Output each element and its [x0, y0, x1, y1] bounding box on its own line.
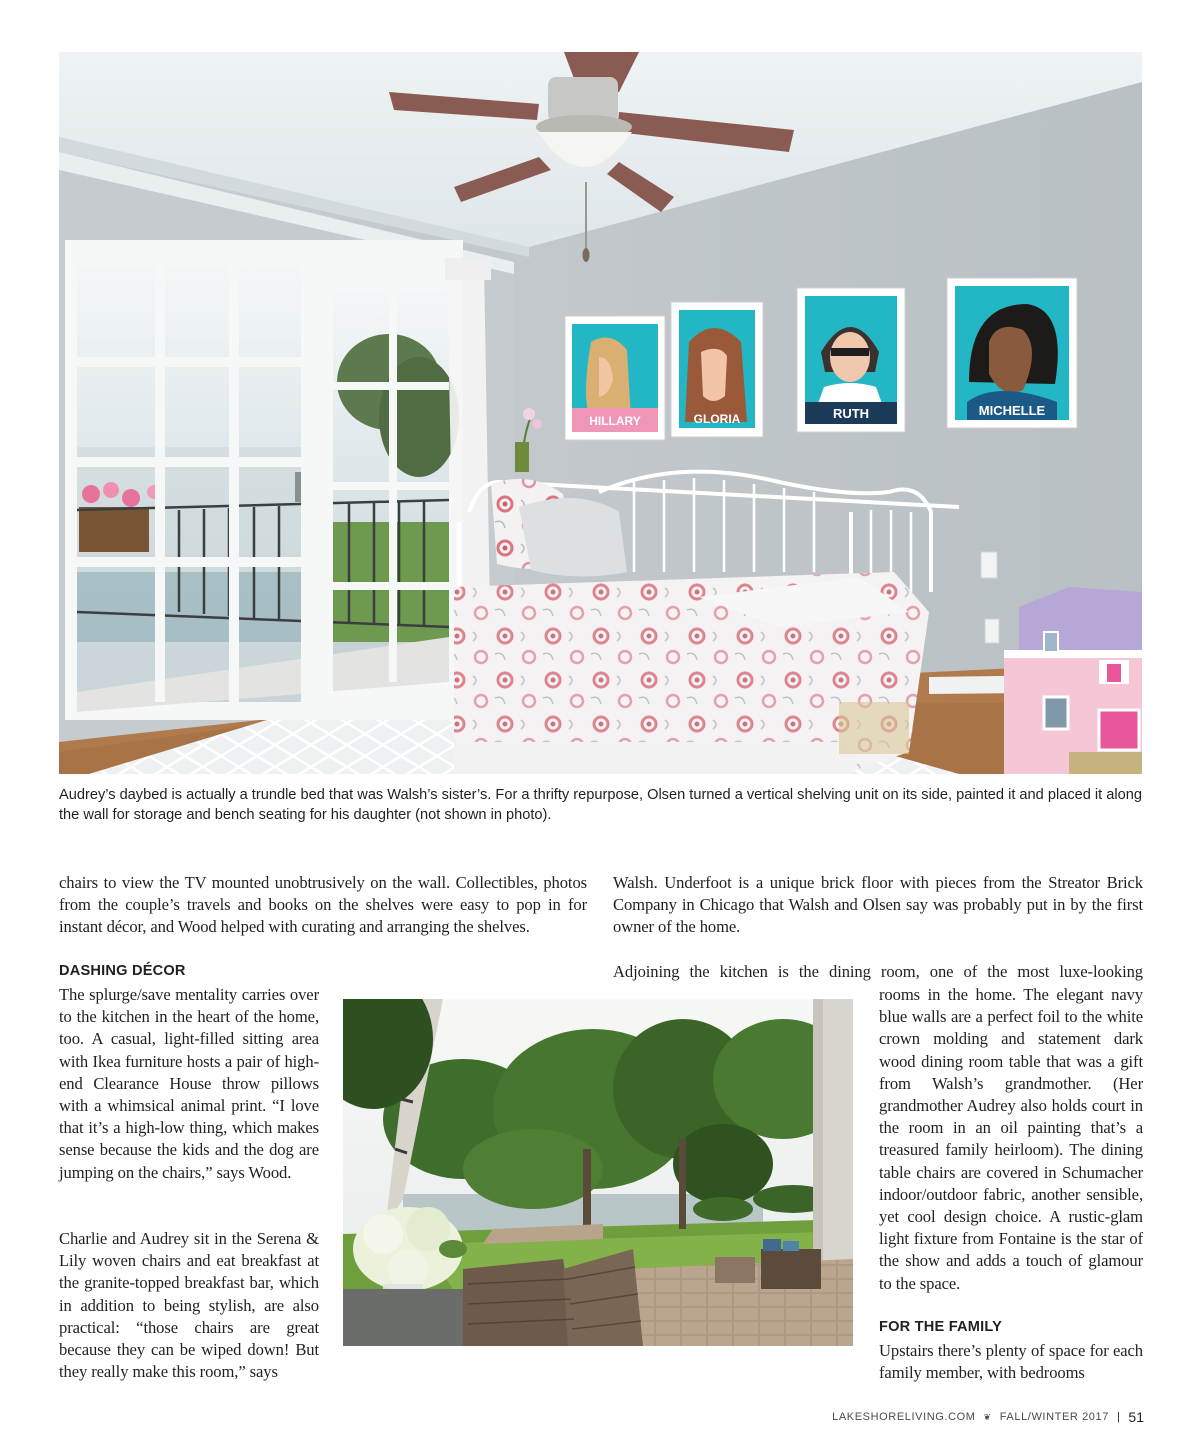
paragraph-family: Upstairs there’s plenty of space for each family member, with bedrooms — [879, 1341, 1143, 1383]
poster-label: GLORIA — [693, 412, 741, 426]
footer-flourish-icon: ❦ — [983, 1411, 992, 1422]
footer-separator: | — [1116, 1411, 1121, 1423]
poster-label: HILLARY — [589, 414, 641, 428]
dining-lead-line: Adjoining the kitchen is the dining room, one of the most luxe-looking — [613, 962, 1143, 981]
poster-michelle — [947, 278, 1077, 428]
paragraph-dining: rooms in the home. The elegant navy blue walls are a perfect foil to the white crown molding and statement dark wood dining room table that was a gift from Walsh’s grandmother. (Her grandmother Audrey also holds court in the room in an oil painting that’s a treasured family heirloom). The dining table chairs are covered in Schumacher indoor/outdoor fabric, another sensible, yet cool design choice. A rustic-glam light fixture from Fontaine is the star of the show and adds a touch of glamour to the space. — [879, 985, 1143, 1293]
section-heading-dashing: DASHING DÉCOR — [59, 963, 186, 979]
footer-site: LAKESHORELIVING.COM — [832, 1411, 976, 1423]
dollhouse — [1004, 587, 1142, 774]
footer-issue: FALL/WINTER 2017 — [999, 1411, 1109, 1423]
poster-gloria — [671, 302, 763, 437]
photo-caption: Audrey’s daybed is actually a trundle bed that was Walsh’s sister’s. For a thrifty repurpose, Olsen turned a vertical shelving unit on its side, painted it and placed it along the wall for storage and bench seating for his daughter (not shown in photo). — [59, 787, 1142, 823]
paragraph-breakfast: Charlie and Audrey sit in the Serena & Lily woven chairs and eat breakfast at the granite-topped breakfast bar, which in addition to being stylish, are also practical: “those chairs are great because they can be wiped down! But they really make this room,” says — [59, 1229, 319, 1382]
poster-ruth — [797, 288, 905, 432]
poster-label: RUTH — [832, 406, 870, 421]
page-footer — [832, 1409, 1144, 1425]
poster-label: MICHELLE — [978, 403, 1046, 418]
section-heading-family: FOR THE FAMILY — [879, 1319, 1003, 1335]
paragraph-dashing: The splurge/save mentality carries over to the kitchen in the heart of the home, too. A casual, light-filled sitting area with Ikea furniture hosts a pair of high-end Clearance House throw pillows with a whimsical animal print. “I love that it’s a high-low thing, which makes sense because the kids and the dog are jumping on the chairs,” says Wood. — [59, 985, 319, 1182]
patio-photo — [343, 999, 853, 1346]
left-column-intro: chairs to view the TV mounted unobtrusively on the wall. Collectibles, photos from the couple’s travels and books on the shelves were easy to pop in for instant décor, and Wood helped with curating and arranging the shelves. — [59, 873, 587, 937]
right-column-intro: Walsh. Underfoot is a unique brick floor with pieces from the Streator Brick Company in Chicago that Walsh and Olsen say was probably put in by the first owner of the home. — [613, 873, 1143, 937]
poster-hillary — [565, 316, 665, 440]
page-number: 51 — [1128, 1409, 1144, 1425]
bedroom-photo — [59, 52, 1142, 774]
